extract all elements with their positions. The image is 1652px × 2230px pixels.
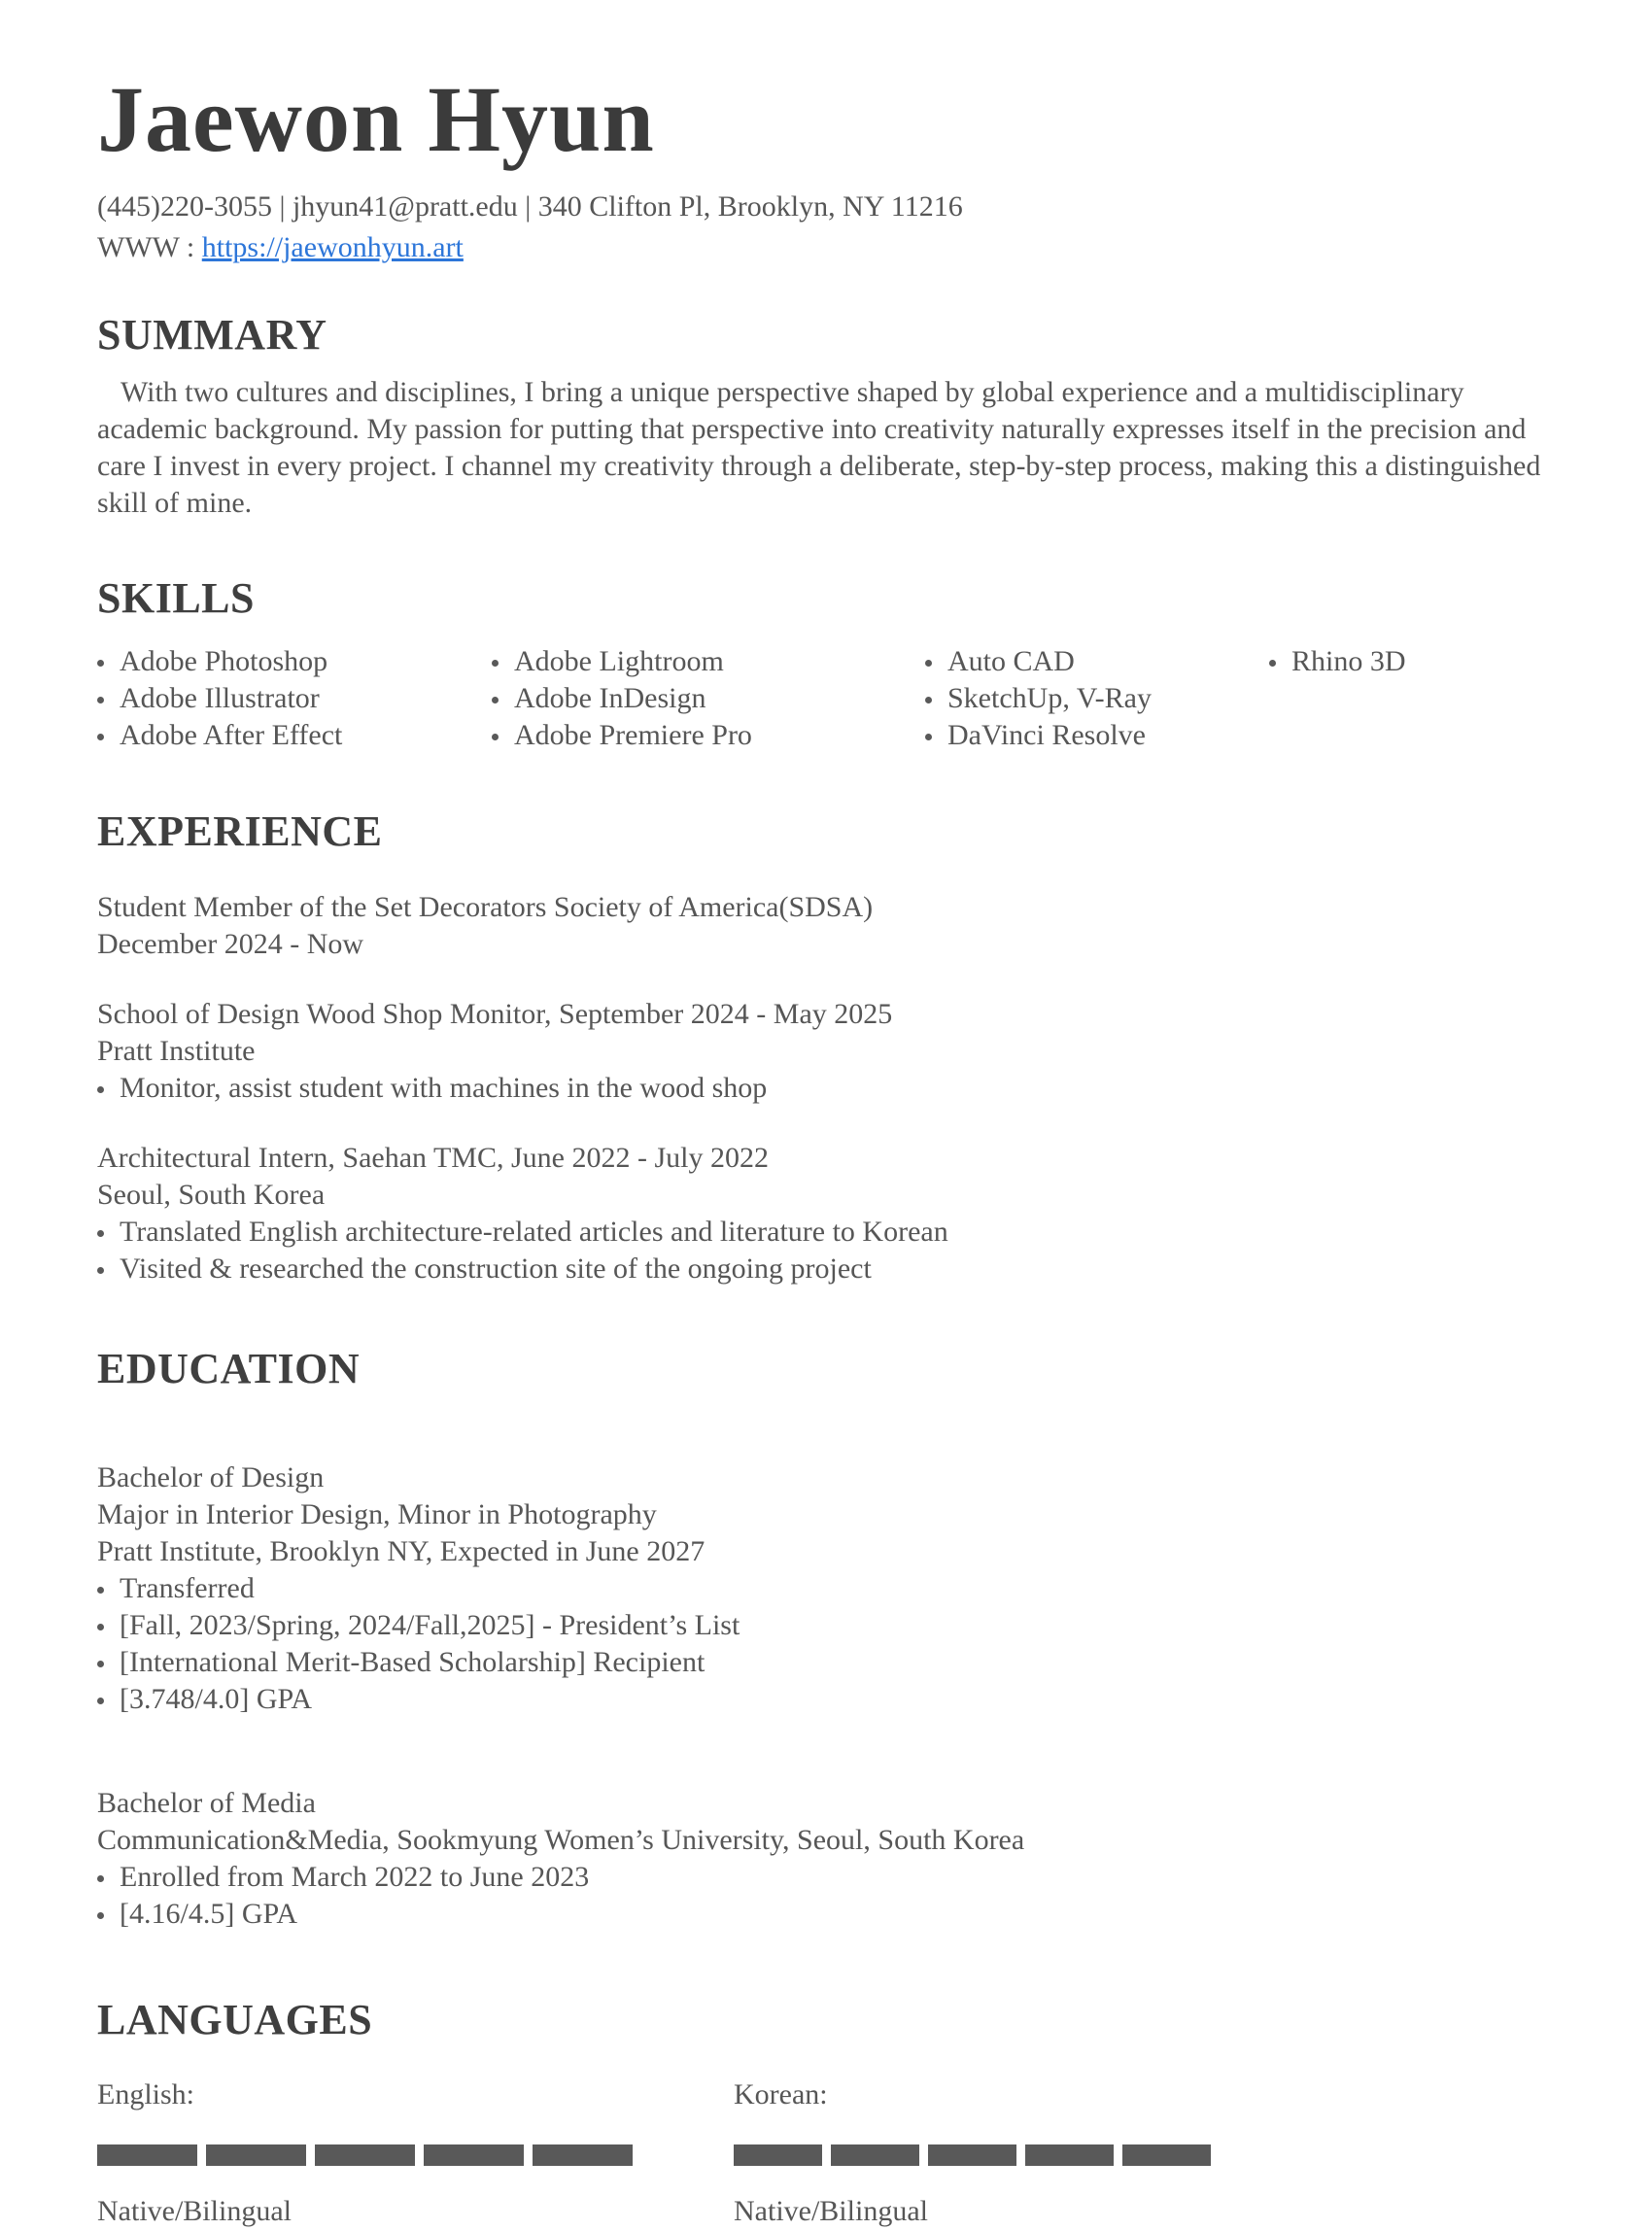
contact-line: (445)220-3055 | jhyun41@pratt.edu | 340 Clifton Pl, Brooklyn, NY 11216 [97,189,963,223]
bullet-dot [1269,660,1276,667]
skills-column [925,643,1269,754]
skill-item [1269,643,1569,680]
experience-heading: EXPERIENCE [97,807,383,856]
language-bar-segment [424,2144,524,2166]
job-bullets [97,1214,1569,1287]
bullet-dot [97,660,104,667]
bullet-dot [97,697,104,703]
degree-lines [97,1459,1569,1570]
skill-label: SketchUp, V-Ray [947,682,1152,715]
skill-label: Adobe Lightroom [514,644,724,677]
bullet-dot [97,1661,104,1667]
bullet-dot [97,1086,104,1093]
language-bar-segment [1122,2144,1211,2166]
skills-column [1269,643,1569,754]
degree-line: Pratt Institute, Brooklyn NY, Expected in June 2027 [97,1535,706,1568]
degree-bullet [97,1644,1569,1681]
degree-bullet-text: Transferred [120,1572,255,1605]
bullet-dot [97,1875,104,1882]
bullet-dot [97,1912,104,1919]
education-entry [97,1785,1569,1933]
skills-heading: SKILLS [97,573,255,622]
bullet-dot [492,697,499,703]
languages-heading: LANGUAGES [97,1995,373,2043]
job-bullet-text: Translated English architecture-related articles and literature to Korean [120,1216,948,1249]
language-bar-segment [206,2144,306,2166]
job-title: Architectural Intern, Saehan TMC, June 2022 - July 2022 [97,1142,769,1175]
language-level-text: Native/Bilingual [97,2195,292,2228]
summary-text: With two cultures and disciplines, I bring a unique perspective shaped by global experience and a multidisciplinary academic background. My passion for putting that perspective into creativity naturally expresses itself in the precision and care I invest in every project. I channel my creativity through a deliberate, step-by-step process, making this a distinguished skill of mine. [97,376,1541,520]
language-bar-segment [315,2144,415,2166]
language-level-bar [734,2144,1569,2166]
job-bullet [97,1251,1569,1287]
degree-bullets [97,1859,1569,1933]
education-entry [97,1459,1569,1719]
degree-bullet-text: Enrolled from March 2022 to June 2023 [120,1860,590,1893]
page-title: Jaewon Hyun [97,67,655,171]
skill-label: Adobe Premiere Pro [514,719,752,752]
bullet-dot [97,734,104,740]
languages-row [97,2076,1569,2230]
degree-bullets [97,1570,1569,1718]
bullet-dot [97,1267,104,1274]
skills-grid [97,643,1569,754]
skill-label: Adobe Photoshop [120,644,328,677]
language-label: English: [97,2078,195,2111]
language-bar-segment [97,2144,197,2166]
skill-label: Rhino 3D [1291,644,1406,677]
bullet-dot [492,734,499,740]
bullet-dot [97,1698,104,1704]
language-level-bar [97,2144,734,2166]
summary-heading: SUMMARY [97,310,327,359]
skill-label: DaVinci Resolve [947,719,1146,752]
degree-line: Bachelor of Media [97,1786,316,1819]
language-bar-segment [533,2144,633,2166]
bullet-dot [97,1587,104,1594]
language-label: Korean: [734,2078,828,2111]
skills-column [97,643,492,754]
language-entry-english [97,2076,734,2230]
skill-item [97,717,492,754]
degree-bullet [97,1681,1569,1718]
skill-item [925,680,1269,717]
job-bullet [97,1214,1569,1251]
degree-lines [97,1785,1569,1859]
job-bullet-text: Visited & researched the construction site of the ongoing project [120,1252,872,1286]
skill-item [925,643,1269,680]
job-subtitle: December 2024 - Now [97,927,364,960]
degree-bullet [97,1896,1569,1933]
skill-item [492,717,925,754]
degree-bullet [97,1859,1569,1896]
skill-label: Adobe Illustrator [120,682,320,715]
education-heading: EDUCATION [97,1345,361,1393]
website-line [97,227,1569,269]
bullet-dot [97,1624,104,1630]
language-bar-segment [1025,2144,1114,2166]
job-bullet-text: Monitor, assist student with machines in the wood shop [120,1071,768,1104]
experience-entry [97,996,1569,1107]
degree-line: Bachelor of Design [97,1460,325,1493]
experience-entry [97,1140,1569,1287]
degree-bullet [97,1607,1569,1644]
skill-item [97,680,492,717]
degree-line: Major in Interior Design, Minor in Photography [97,1497,657,1530]
job-bullets [97,1070,1569,1107]
degree-line: Communication&Media, Sookmyung Women’s University, Seoul, South Korea [97,1823,1025,1856]
language-bar-segment [831,2144,919,2166]
website-link[interactable]: https://jaewonhyun.art [201,231,464,264]
bullet-dot [925,697,932,703]
language-entry-korean [734,2076,1569,2230]
skill-item [492,643,925,680]
degree-bullet-text: [International Merit-Based Scholarship] Recipient [120,1646,706,1679]
language-bar-segment [928,2144,1016,2166]
degree-bullet-text: [Fall, 2023/Spring, 2024/Fall,2025] - President’s List [120,1609,740,1642]
job-bullet [97,1070,1569,1107]
bullet-dot [492,660,499,667]
bullet-dot [925,734,932,740]
job-subtitle: Pratt Institute [97,1034,256,1067]
language-level-text: Native/Bilingual [734,2195,928,2228]
degree-bullet-text: [3.748/4.0] GPA [120,1683,313,1716]
contact-block [97,187,1569,269]
degree-bullet-text: [4.16/4.5] GPA [120,1897,298,1930]
experience-entry [97,889,1569,963]
www-prefix: WWW : [97,231,202,264]
language-bar-segment [734,2144,822,2166]
skill-item [97,643,492,680]
job-title: School of Design Wood Shop Monitor, September 2024 - May 2025 [97,997,893,1030]
skill-label: Adobe InDesign [514,682,706,715]
skill-label: Auto CAD [947,644,1075,677]
bullet-dot [925,660,932,667]
skill-item [492,680,925,717]
job-title: Student Member of the Set Decorators Society of America(SDSA) [97,890,874,923]
job-subtitle: Seoul, South Korea [97,1179,326,1212]
skill-item [925,717,1269,754]
skill-label: Adobe After Effect [120,719,343,752]
degree-bullet [97,1570,1569,1607]
skills-column [492,643,925,754]
bullet-dot [97,1230,104,1237]
